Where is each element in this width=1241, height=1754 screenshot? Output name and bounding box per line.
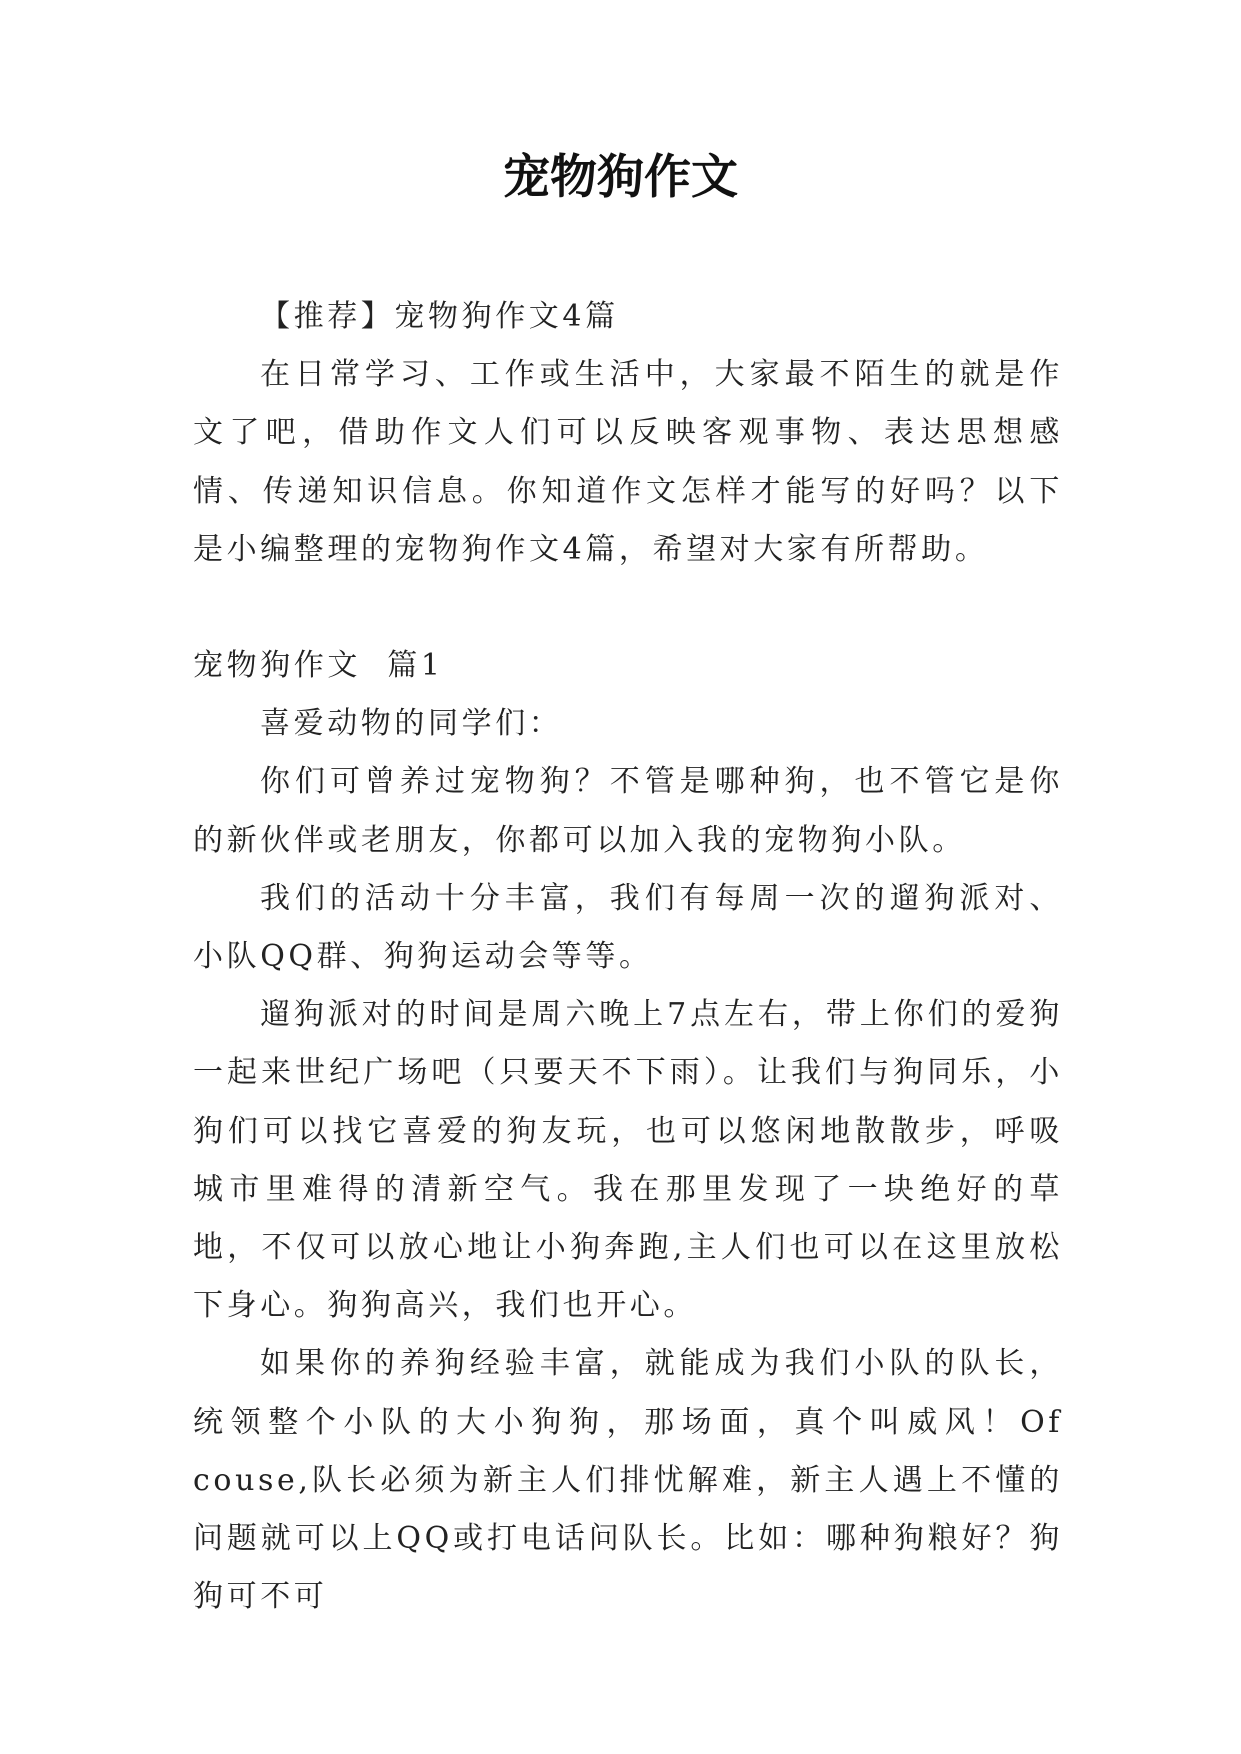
body-paragraph: 如果你的养狗经验丰富，就能成为我们小队的队长，统领整个小队的大小狗狗，那场面，真个叫威风！Of couse,队长必须为新主人们排忧解难，新主人遇上不懂的问题就可以上QQ或打电话问队长。比如：哪种狗粮好？狗狗可不可 [193,1346,1063,1615]
body-paragraph: 遛狗派对的时间是周六晚上7点左右，带上你们的爱狗一起来世纪广场吧（只要天不下雨）。让我们与狗同乐，小狗们可以找它喜爱的狗友玩，也可以悠闲地散散步，呼吸城市里难得的清新空气。我在那里发现了一块绝好的草地，不仅可以放心地让小狗奔跑,主人们也可以在这里放松下身心。狗狗高兴，我们也开心。 [193,997,1063,1324]
document-body [193,288,1063,1626]
body-paragraph: 我们的活动十分丰富，我们有每周一次的遛狗派对、小队QQ群、狗狗运动会等等。 [193,880,1063,975]
section-spacer [193,579,1063,637]
intro-heading: 【推荐】宠物狗作文4篇 [260,299,619,334]
section-heading: 宠物狗作文 篇1 [193,648,444,684]
body-paragraph: 你们可曾养过宠物狗？不管是哪种狗，也不管它是你的新伙伴或老朋友，你都可以加入我的宠物狗小队。 [193,764,1063,858]
document-title: 宠物狗作文 [503,150,738,205]
salutation: 喜爱动物的同学们： [260,706,563,742]
intro-paragraph: 在日常学习、工作或生活中，大家最不陌生的就是作文了吧，借助作文人们可以反映客观事物、表达思想感情、传递知识信息。你知道作文怎样才能写的好吗？以下是小编整理的宠物狗作文4篇，希望对大家有所帮助。 [193,357,1063,567]
